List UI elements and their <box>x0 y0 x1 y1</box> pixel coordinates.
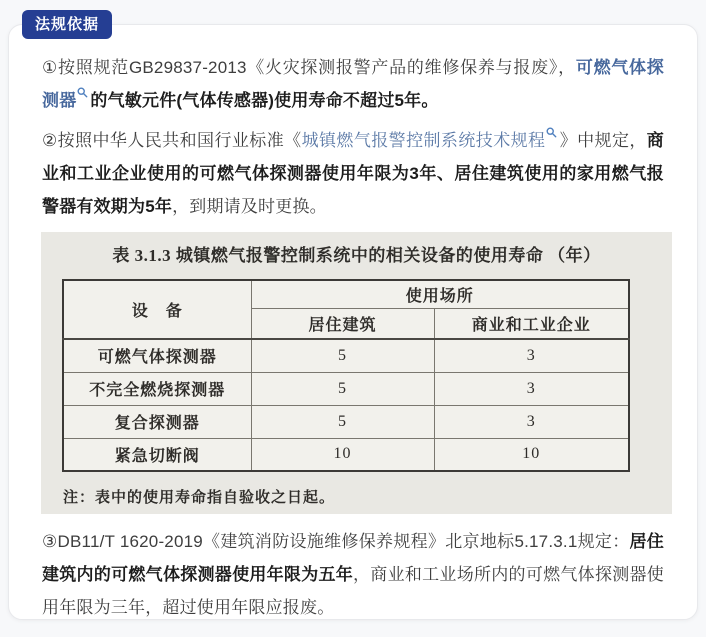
col-header-usage: 使用场所 <box>251 280 629 308</box>
table-figure <box>41 232 672 514</box>
figure-table <box>62 279 630 472</box>
device-cell: 复合探测器 <box>63 405 251 438</box>
device-cell: 可燃气体探测器 <box>63 339 251 372</box>
p3-text-tail: ，商业和工业场所内的可燃气体探测器使用年限为三年，超过使用年限应报废。 <box>42 565 664 617</box>
search-icon <box>546 123 557 142</box>
search-icon <box>77 83 88 102</box>
p2-bold-text: 商业和工业企业使用的可燃气体探测器使用年限为3年、居住建筑使用的家用燃气报警器有效期为5年 <box>42 131 664 216</box>
p2-text: ②按照中华人民共和国行业标准《 <box>42 131 302 150</box>
gas-detector-link-label: 可燃气体探测器 <box>42 58 664 110</box>
col-header-commercial: 商业和工业企业 <box>434 308 629 339</box>
paragraph-1 <box>42 51 664 117</box>
table-row <box>63 372 629 405</box>
commercial-cell: 3 <box>434 405 629 438</box>
figure-note: 注：表中的使用寿命指自验收之日起。 <box>63 490 336 506</box>
tech-code-link[interactable] <box>302 131 560 150</box>
residential-cell: 5 <box>251 405 434 438</box>
legal-basis-badge: 法规依据 <box>22 10 112 39</box>
p3-text: ③DB11/T 1620-2019《建筑消防设施维修保养规程》北京地标5.17.3.1规定： <box>42 532 630 551</box>
table-row <box>63 339 629 372</box>
p2-text-tail: ，到期请及时更换。 <box>172 197 327 216</box>
commercial-cell: 3 <box>434 339 629 372</box>
paragraph-2 <box>42 124 664 223</box>
residential-cell: 10 <box>251 438 434 471</box>
tech-code-link-label: 城镇燃气报警控制系统技术规程 <box>301 131 546 150</box>
residential-cell: 5 <box>251 339 434 372</box>
p2-text-mid: 》中规定， <box>559 131 647 150</box>
header-row-1 <box>63 280 629 308</box>
residential-cell: 5 <box>251 372 434 405</box>
figure-title: 表 3.1.3 城镇燃气报警控制系统中的相关设备的使用寿命 （年） <box>112 246 601 265</box>
content-card <box>8 24 698 620</box>
p3-bold-text: 居住建筑内的可燃气体探测器使用年限为五年 <box>42 532 665 584</box>
device-cell: 不完全燃烧探测器 <box>63 372 251 405</box>
p1-bold-text: 的气敏元件(气体传感器)使用寿命不超过5年。 <box>90 91 439 110</box>
p1-text: ①按照规范GB29837-2013《火灾探测报警产品的维修保养与报废》， <box>42 58 576 77</box>
table-row <box>63 405 629 438</box>
col-header-residential: 居住建筑 <box>251 308 434 339</box>
commercial-cell: 3 <box>434 372 629 405</box>
table-row <box>63 438 629 471</box>
paragraph-3 <box>42 525 664 624</box>
device-cell: 紧急切断阀 <box>63 438 251 471</box>
col-header-device: 设 备 <box>63 280 251 339</box>
commercial-cell: 10 <box>434 438 629 471</box>
